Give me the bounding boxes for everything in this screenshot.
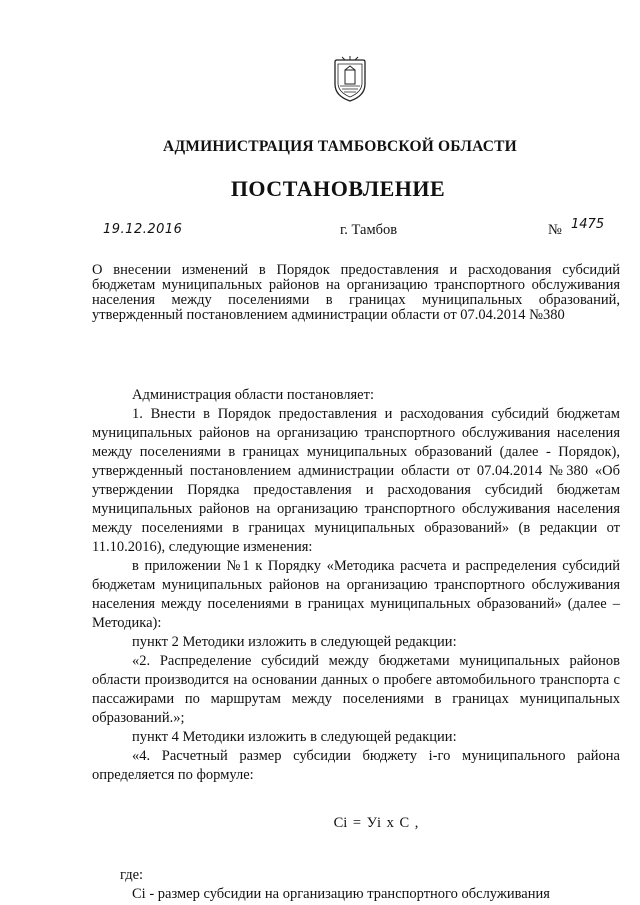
where-label: где: (120, 867, 144, 883)
document-number: 1475 (571, 217, 605, 232)
body-paragraph-3: пункт 2 Методики изложить в следующей редакции: (132, 634, 457, 650)
formula: Ci = Уi x C , (333, 815, 419, 831)
body-paragraph-4: «2. Распределение субсидий между бюджетами муниципальных районов области производится на основании данных о пробеге автомобильного транспорта с пассажирами по маршрутам между поселениями в границах муниципальных образований.»; (92, 653, 620, 726)
document-body (92, 386, 620, 904)
document-number-label: № (548, 222, 562, 238)
organization-title: АДМИНИСТРАЦИЯ ТАМБОВСКОЙ ОБЛАСТИ (163, 138, 517, 155)
body-paragraph-2: в приложении №1 к Порядку «Методика расчета и распределения субсидий бюджетам муниципальных районов на организацию транспортного обслуживания населения между поселениями в границах муниципальных образований» (далее – Методика): (92, 558, 620, 631)
body-paragraph-5: пункт 4 Методики изложить в следующей редакции: (132, 729, 457, 745)
body-paragraph-6: «4. Расчетный размер субсидии бюджету i-го муниципального района определяется по формуле: (92, 748, 620, 783)
preamble-paragraph: Администрация области постановляет: (132, 387, 374, 403)
body-paragraph-1: 1. Внести в Порядок предоставления и расходования субсидий бюджетам муниципальных районов на организацию транспортного обслуживания населения между поселениями в границах муниципальных образований (далее - Порядок), утвержденный постановлением администрации области от 07.04.2014 №380 «Об утверждении Порядка предоставления и расходования субсидий бюджетам муниципальных районов на организацию транспортного обслуживания населения между поселениями в границах муниципальных образований» (в редакции от 11.10.2016), следующие изменения: (92, 406, 620, 555)
document-type-title: ПОСТАНОВЛЕНИЕ (230, 176, 446, 201)
document-date: 19.12.2016 (103, 222, 183, 237)
body-paragraph-7: Ci - размер субсидии на организацию транспортного обслуживания (132, 886, 550, 902)
coat-of-arms-icon (332, 56, 368, 102)
document-city: г. Тамбов (340, 222, 398, 238)
document-subject: О внесении изменений в Порядок предоставления и расходования субсидий бюджетам муниципальных районов на организацию транспортного обслуживания населения между поселениями в границах муниципальных образований, утвержденный постановлением администрации области от 07.04.2014 №380 (92, 262, 620, 323)
